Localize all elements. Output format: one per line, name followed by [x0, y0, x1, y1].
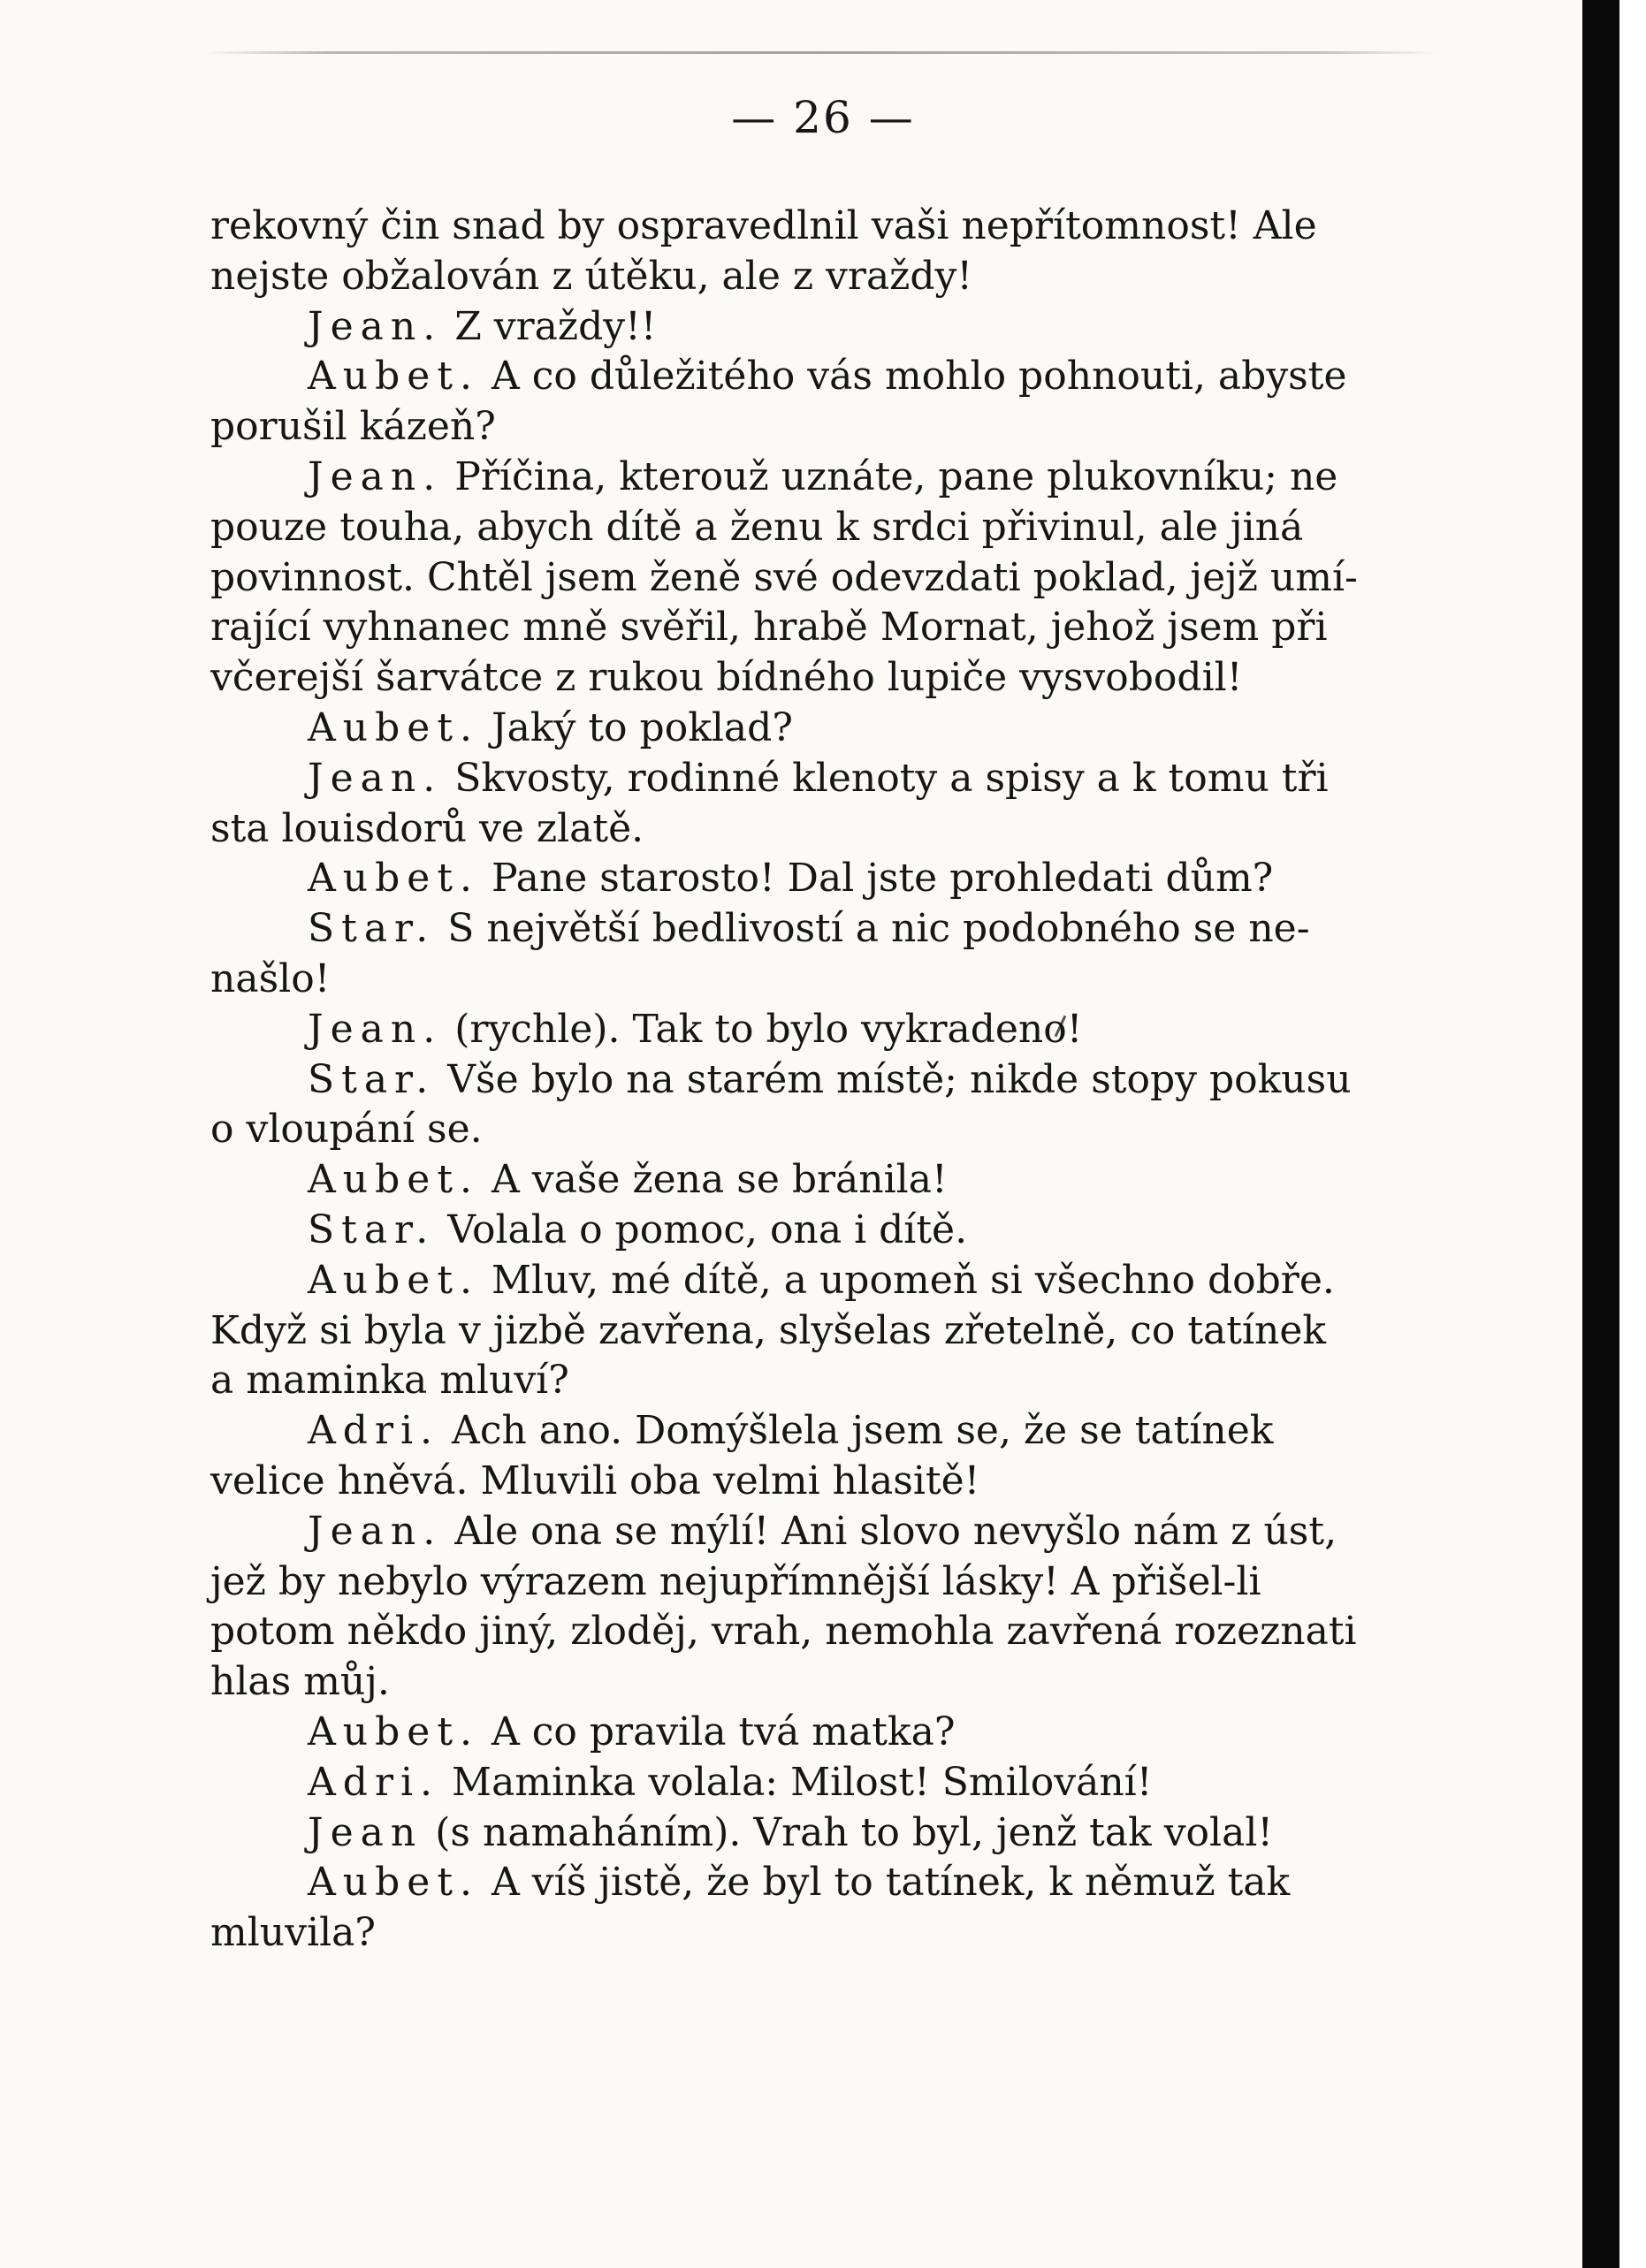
line-text: A co pravila tvá matka? — [492, 1709, 956, 1754]
line-text: (rychle). Tak to bylo vykradeno! — [454, 1006, 1083, 1052]
line-text: Pane starosto! Dal jste prohledati dům? — [492, 856, 1274, 902]
dialogue-line — [210, 1055, 1510, 1106]
text-line — [210, 804, 1510, 855]
line-text: Ach ano. Domýšlela jsem se, že se tatínek — [452, 1408, 1274, 1454]
text-line — [210, 1908, 1510, 1959]
speaker-name: Adri. — [308, 1408, 440, 1454]
dialogue-line — [210, 352, 1510, 402]
text-line — [210, 1457, 1510, 1507]
dialogue-line — [210, 1005, 1510, 1055]
line-text: Z vraždy!! — [454, 303, 657, 349]
line-text: hlas můj. — [210, 1659, 390, 1705]
dialogue-line — [210, 754, 1510, 804]
body-text — [210, 202, 1510, 1959]
line-text: velice hněvá. Mluvili oba velmi hlasitě! — [210, 1457, 980, 1503]
dialogue-line — [210, 1507, 1510, 1557]
scan-edge-light — [1619, 0, 1646, 2268]
dialogue-line — [210, 1406, 1510, 1457]
text-line — [210, 1356, 1510, 1406]
text-line — [210, 1607, 1510, 1657]
line-text: Vše bylo na starém místě; nikde stopy pokusu — [447, 1056, 1352, 1102]
text-line — [210, 653, 1510, 704]
dialogue-line — [210, 302, 1510, 353]
line-text: Jaký to poklad? — [492, 704, 793, 750]
line-text: Volala o pomoc, ona i dítě. — [447, 1206, 968, 1252]
line-text: sta louisdorů ve zlatě. — [210, 805, 644, 851]
speaker-name: Jean. — [308, 303, 443, 349]
speaker-name: Star. — [308, 906, 436, 952]
page-number: — 26 — — [731, 92, 915, 143]
line-text: rající vyhnanec mně svěřil, hrabě Mornat, jehož jsem při — [210, 605, 1328, 651]
line-text: Příčina, kterouž uznáte, pane plukovníku; ne — [454, 453, 1338, 499]
text-line — [210, 402, 1510, 453]
line-text: a maminka mluví? — [210, 1358, 569, 1404]
line-text: rekovný čin snad by ospravedlnil vaši nepřítomnost! Ale — [210, 203, 1317, 248]
line-text: našlo! — [210, 955, 331, 1001]
text-line — [210, 1306, 1510, 1357]
line-text: S největší bedlivostí a nic podobného se ne- — [447, 906, 1310, 952]
speaker-name: Jean — [308, 1809, 423, 1855]
speaker-name: Jean. — [308, 755, 443, 801]
line-text: A vaše žena se bránila! — [492, 1157, 948, 1203]
dialogue-line — [210, 1708, 1510, 1758]
line-text: Skvosty, rodinné klenoty a spisy a k tomu tři — [454, 755, 1329, 801]
text-line — [210, 503, 1510, 553]
line-text: A víš jistě, že byl to tatínek, k němuž tak — [492, 1860, 1291, 1906]
line-text: nejste obžalován z útěku, ale z vraždy! — [210, 253, 973, 299]
line-text: A co důležitého vás mohlo pohnouti, abyste — [492, 354, 1347, 400]
scan-edge-dark — [1582, 0, 1619, 2268]
speaker-name: Aubet. — [308, 1157, 479, 1203]
speaker-name: Aubet. — [308, 704, 479, 750]
line-text: porušil kázeň? — [210, 404, 496, 450]
text-line — [210, 553, 1510, 604]
dialogue-line — [210, 1155, 1510, 1206]
text-line — [210, 1557, 1510, 1608]
dialogue-line — [210, 1758, 1510, 1808]
dialogue-line — [210, 854, 1510, 904]
line-text: (s namaháním). Vrah to byl, jenž tak volal! — [435, 1809, 1274, 1855]
line-text: Mluv, mé dítě, a upomeň si všechno dobře. — [492, 1257, 1335, 1303]
dialogue-line — [210, 1858, 1510, 1908]
speaker-name: Aubet. — [308, 1860, 479, 1906]
dialogue-line — [210, 453, 1510, 503]
dialogue-line — [210, 904, 1510, 955]
top-edge-rule — [203, 51, 1441, 54]
text-line — [210, 1657, 1510, 1708]
text-line — [210, 603, 1510, 653]
text-line — [210, 1105, 1510, 1155]
line-text: Ale ona se mýlí! Ani slovo nevyšlo nám z úst, — [454, 1508, 1337, 1554]
line-text: Když si byla v jizbě zavřena, slyšelas zřetelně, co tatínek — [210, 1307, 1327, 1353]
speaker-name: Jean. — [308, 1508, 443, 1554]
speaker-name: Aubet. — [308, 856, 479, 902]
text-line — [210, 252, 1510, 302]
speaker-name: Aubet. — [308, 1257, 479, 1303]
dialogue-line — [210, 704, 1510, 754]
speaker-name: Aubet. — [308, 354, 479, 400]
line-text: potom někdo jiný, zloděj, vrah, nemohla zavřená rozeznati — [210, 1609, 1357, 1655]
line-text: o vloupání se. — [210, 1107, 483, 1153]
speaker-name: Star. — [308, 1056, 436, 1102]
line-text: mluvila? — [210, 1910, 376, 1956]
speaker-name: Aubet. — [308, 1709, 479, 1754]
speaker-name: Adri. — [308, 1759, 440, 1805]
dialogue-line — [210, 1206, 1510, 1256]
text-line — [210, 955, 1510, 1005]
line-text: jež by nebylo výrazem nejupřímnější lásky! A přišel-li — [210, 1558, 1261, 1604]
line-text: pouze touha, abych dítě a ženu k srdci přivinul, ale jiná — [210, 504, 1304, 550]
dialogue-line — [210, 1808, 1510, 1859]
speaker-name: Star. — [308, 1206, 436, 1252]
text-line — [210, 202, 1510, 252]
dialogue-line — [210, 1256, 1510, 1306]
line-text: povinnost. Chtěl jsem ženě své odevzdati poklad, jejž umí- — [210, 554, 1358, 600]
speaker-name: Jean. — [308, 453, 443, 499]
speaker-name: Jean. — [308, 1006, 443, 1052]
line-text: včerejší šarvátce z rukou bídného lupiče vysvobodil! — [210, 655, 1243, 701]
line-text: Maminka volala: Milost! Smilování! — [452, 1759, 1153, 1805]
